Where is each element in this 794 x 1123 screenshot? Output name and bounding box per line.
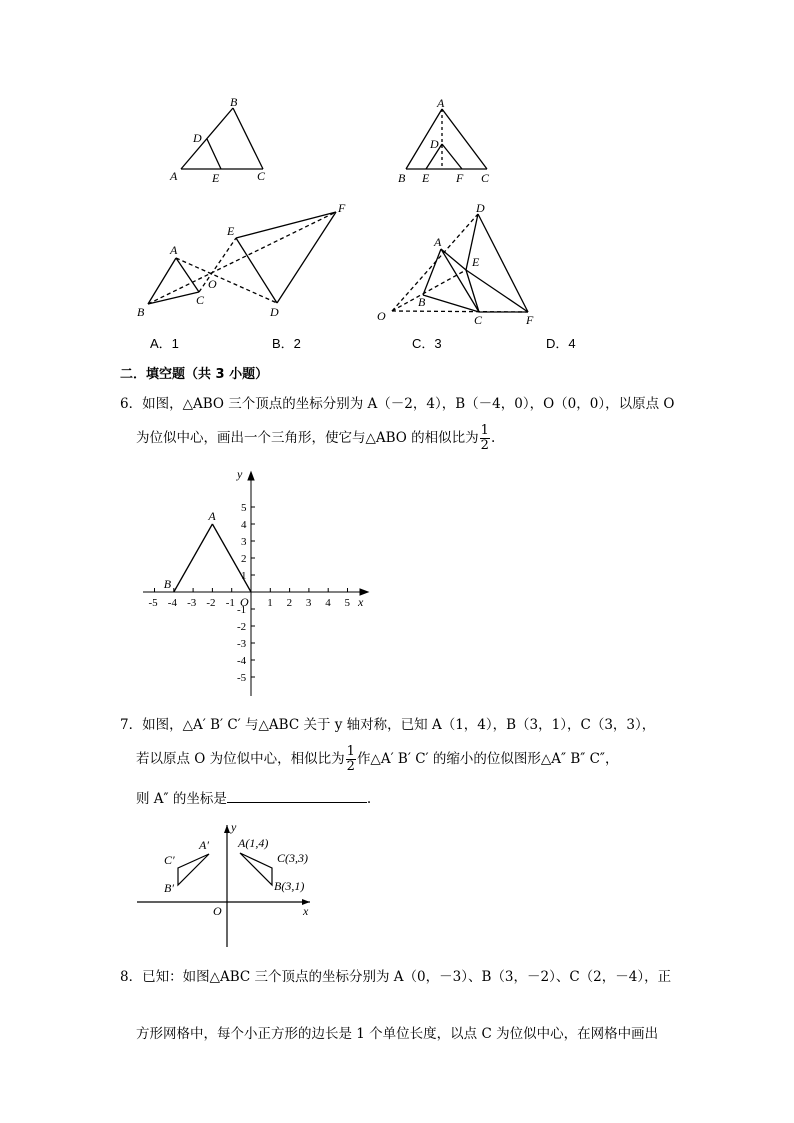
y-axis-arrow	[248, 472, 254, 480]
point-b-label: B(3,1)	[274, 879, 305, 893]
label-F: F	[338, 201, 346, 215]
x-tick-label: 5	[344, 597, 350, 609]
q6-line2-text: 为位似中心，画出一个三角形，使它与△ABO 的相似比为	[136, 430, 479, 446]
y-tick-label: -4	[237, 655, 247, 667]
point-b-label: B	[163, 577, 172, 591]
x-tick-label: -5	[148, 597, 158, 609]
x-axis-label: x	[303, 904, 309, 918]
q7-coordinate-graph	[0, 815, 794, 955]
q7-line3	[136, 788, 371, 809]
q5-figure-bottom-left	[148, 212, 336, 304]
label-B: B	[418, 295, 426, 309]
label-D: D	[270, 305, 279, 319]
q7-line1: 7．如图，△A′ B′ C′ 与△ABC 关于 y 轴对称，已知 A（1，4），B（3，1），C（3，3），	[120, 717, 656, 733]
y-tick-label: -2	[237, 621, 247, 633]
label-E: E	[227, 224, 235, 238]
label-E: E	[212, 171, 220, 185]
label-D: D	[430, 137, 439, 151]
q7-line2-end: 作△A′ B′ C′ 的缩小的位似图形△A″ B″ C″，	[356, 751, 619, 767]
triangle-a-prime-b-prime-c-prime	[178, 854, 209, 885]
section-title: 二．填空题（共 3 小题）	[120, 367, 269, 382]
label-D: D	[476, 201, 485, 215]
y-axis-label: y	[237, 467, 243, 481]
q5-figures	[0, 0, 794, 360]
x-tick-label: -4	[167, 597, 177, 609]
label-A: A	[437, 96, 445, 110]
label-C: C	[196, 293, 205, 307]
point-a-prime-label: A′	[199, 838, 209, 852]
q8-line2: 方形网格中，每个小正方形的边长是 1 个单位长度，以点 C 为位似中心，在网格中画出	[136, 1026, 659, 1042]
q6-line2	[136, 424, 495, 453]
label-F: F	[526, 313, 534, 327]
point-c-label: C(3,3)	[277, 851, 308, 865]
y-axis-arrow	[224, 825, 230, 833]
label-B: B	[230, 95, 238, 109]
point-b-prime-label: B′	[164, 881, 174, 895]
q5-figure-bottom-right	[392, 214, 528, 312]
q7-line2-text: 若以原点 O 为位似中心，相似比为	[136, 751, 345, 767]
q6-triangle-abo	[174, 524, 251, 592]
label-F: F	[456, 171, 464, 185]
answer-blank[interactable]	[227, 788, 367, 803]
label-E: E	[422, 171, 430, 185]
y-axis-label: y	[231, 820, 237, 834]
label-O: O	[208, 277, 217, 291]
label-C: C	[474, 313, 483, 327]
option-c[interactable]: C．3	[412, 336, 442, 351]
origin-label: O	[240, 595, 249, 609]
x-axis-label: x	[358, 595, 364, 609]
q6-line1: 6．如图，△ABO 三个顶点的坐标分别为 A（－2，4），B（－4，0），O（0，0），以原点 O	[120, 396, 675, 412]
y-tick-label: -5	[237, 672, 247, 684]
origin-label: O	[213, 904, 222, 918]
y-tick-label: 1	[241, 570, 247, 582]
q7-fraction	[346, 745, 356, 774]
x-tick-label: -1	[225, 597, 235, 609]
q7-line2	[136, 745, 618, 774]
x-tick-label: 1	[267, 597, 273, 609]
y-tick-label: 3	[241, 536, 247, 548]
segment-ab	[174, 524, 213, 592]
y-tick-label: -3	[237, 638, 247, 650]
triangle-abc	[240, 853, 272, 885]
y-tick-label: 5	[241, 502, 247, 514]
label-E: E	[472, 255, 480, 269]
y-tick-label: -1	[237, 604, 247, 616]
q8-line1: 8．已知：如图△ABC 三个顶点的坐标分别为 A（0，－3）、B（3，－2）、C（2，－4），正	[120, 969, 672, 985]
label-A: A	[170, 169, 178, 183]
q5-figure-top-right	[406, 109, 487, 169]
label-C: C	[257, 169, 266, 183]
q7-fraction-den: 2	[346, 759, 355, 774]
label-B: B	[398, 171, 406, 185]
q6-fraction	[480, 424, 490, 453]
q6-line2-end: .	[490, 430, 496, 446]
q6-fraction-den: 2	[480, 438, 489, 453]
x-tick-label: 4	[325, 597, 331, 609]
option-a[interactable]: A．1	[150, 336, 179, 351]
option-b[interactable]: B．2	[272, 336, 301, 351]
label-D: D	[193, 131, 202, 145]
q6-fraction-num: 1	[480, 423, 489, 438]
q6-coordinate-graph	[0, 460, 794, 705]
q7-line3-end: .	[366, 791, 372, 807]
label-O: O	[377, 309, 386, 323]
label-A: A	[434, 235, 442, 249]
x-tick-label: -2	[206, 597, 216, 609]
y-tick-label: 4	[241, 519, 247, 531]
q7-fraction-num: 1	[346, 744, 355, 759]
label-C: C	[481, 171, 490, 185]
label-B: B	[137, 305, 145, 319]
point-a-label: A	[208, 509, 216, 523]
label-A: A	[170, 243, 178, 257]
y-tick-label: 2	[241, 553, 247, 565]
x-tick-label: 2	[286, 597, 293, 609]
option-d[interactable]: D．4	[546, 336, 576, 351]
point-c-prime-label: C′	[164, 853, 175, 867]
x-tick-label: -3	[187, 597, 197, 609]
x-tick-label: 3	[305, 597, 312, 609]
q7-line3-text: 则 A″ 的坐标是	[136, 791, 227, 807]
point-a-label: A(1,4)	[238, 836, 269, 850]
